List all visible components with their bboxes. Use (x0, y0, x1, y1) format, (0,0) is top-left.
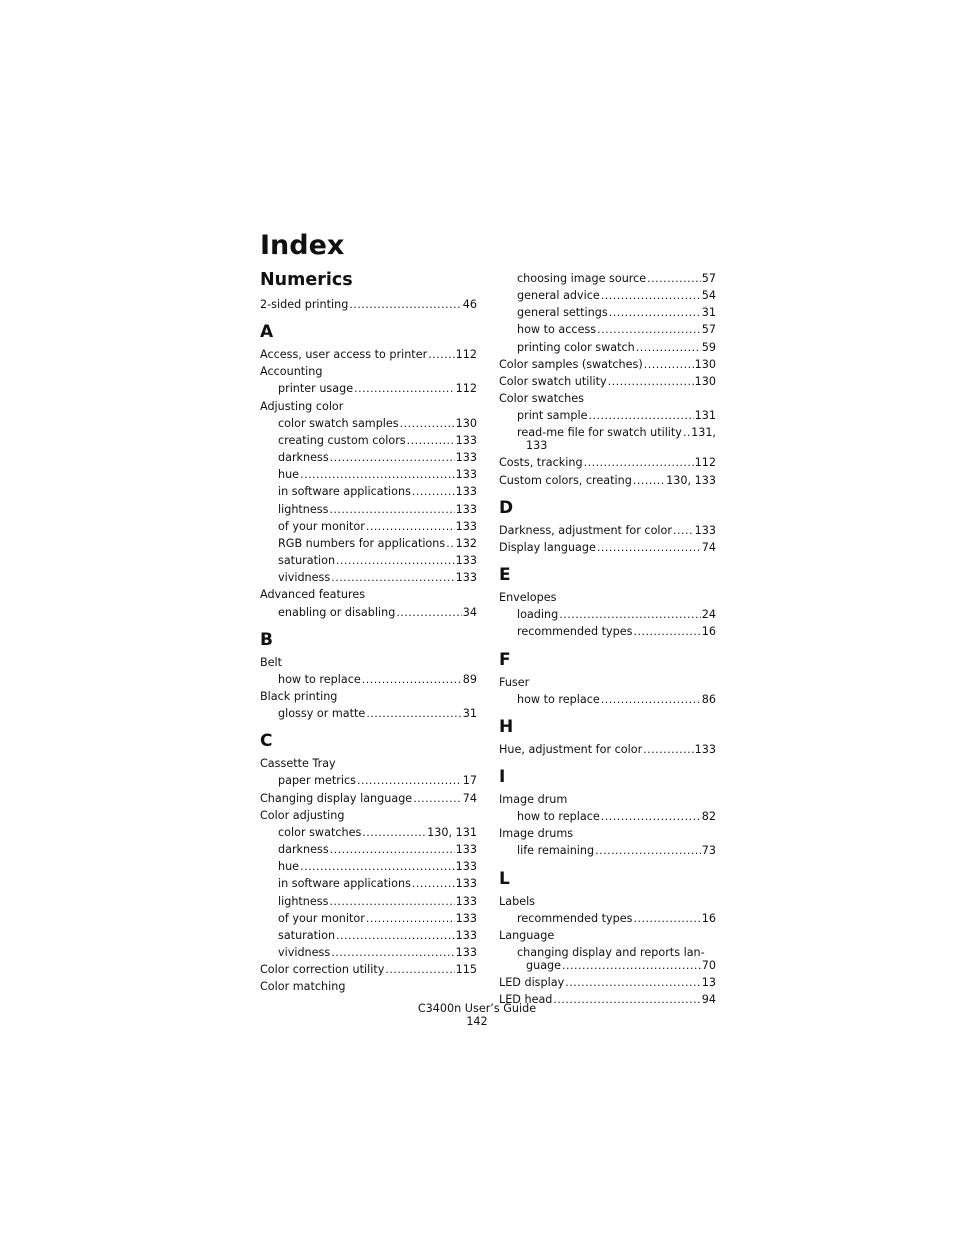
index-subentry (260, 483, 477, 500)
entry-text: Color adjusting (260, 808, 345, 822)
leader-dots (413, 790, 462, 807)
index-entry (499, 454, 716, 471)
footer-doc-title: C3400n User’s Guide (417, 1002, 537, 1015)
page-ref: 31 (701, 306, 716, 320)
index-entry (260, 296, 477, 313)
index-subentry (260, 927, 477, 944)
leader-dots (366, 705, 461, 722)
page-ref: 133 (455, 554, 477, 568)
index-subentry (260, 432, 477, 449)
index-entry (260, 961, 477, 978)
entry-text: of your monitor (278, 911, 365, 925)
entry-text: general advice (517, 289, 600, 303)
index-subentry (499, 606, 716, 623)
index-entry (499, 674, 716, 691)
index-subentry (260, 893, 477, 910)
index-subentry (260, 415, 477, 432)
leader-dots (601, 691, 701, 708)
page-ref: 54 (701, 289, 716, 303)
entry-text: vividness (278, 946, 331, 959)
page-ref: 132 (455, 536, 477, 550)
entry-text: recommended types (517, 625, 633, 639)
index-subentry (260, 772, 477, 789)
entry-text: Darkness, adjustment for color (499, 523, 672, 537)
page-ref: 70 (701, 959, 716, 973)
entry-text: saturation (278, 928, 336, 942)
index-section (260, 630, 477, 723)
page-ref: 133 (455, 451, 477, 465)
section-heading: E (499, 565, 511, 586)
index-subentry (260, 466, 477, 483)
index-section (499, 650, 716, 708)
leader-dots (633, 472, 665, 489)
page-ref: 130 (694, 374, 716, 388)
index-entry (499, 974, 716, 991)
page-ref: 74 (462, 791, 477, 805)
page-ref: 133 (455, 571, 477, 585)
leader-dots (636, 339, 701, 356)
page-ref: 130 (455, 416, 477, 430)
index-entry (499, 791, 716, 808)
entry-text: choosing image source (517, 272, 647, 285)
index-entry (499, 741, 716, 758)
leader-dots (428, 346, 454, 363)
page-ref: 112 (455, 348, 477, 362)
entry-text: lightness (278, 502, 329, 516)
entry-text: how to access (517, 323, 597, 337)
page-ref: 24 (701, 608, 716, 622)
index-section (499, 498, 716, 556)
page-ref: 131, (691, 426, 716, 440)
entry-text: glossy or matte (278, 707, 366, 721)
page-title: Index (260, 230, 345, 261)
index-subentry (499, 426, 716, 439)
entry-text: Custom colors, creating (499, 473, 632, 487)
index-subentry (499, 946, 716, 959)
index-subentry (260, 858, 477, 875)
index-subentry (260, 875, 477, 892)
page-ref: 133 (455, 860, 477, 874)
leader-dots (349, 296, 461, 313)
page-ref: 133 (455, 519, 477, 533)
entry-text: LED display (499, 976, 565, 990)
index-entry (499, 927, 716, 944)
leader-dots (597, 321, 701, 338)
page-ref: 31 (462, 707, 477, 721)
entry-text: Display language (499, 540, 596, 554)
index-subentry (260, 449, 477, 466)
entry-text: creating custom colors (278, 433, 406, 447)
continuation-text: guage (526, 959, 562, 973)
leader-dots (601, 808, 701, 825)
entry-text: RGB numbers for applications (278, 536, 446, 550)
index-entry (499, 825, 716, 842)
page-ref: 89 (462, 672, 477, 686)
leader-dots (673, 522, 694, 539)
index-entry (260, 586, 477, 603)
leader-dots (300, 466, 455, 483)
entry-text: Color correction utility (260, 963, 385, 977)
entry-text: Accounting (260, 365, 323, 379)
index-entry (260, 398, 477, 415)
page-ref: 130 (694, 357, 716, 371)
page-ref: 17 (462, 774, 477, 788)
index-entry (499, 390, 716, 407)
section-heading: L (499, 868, 510, 889)
entry-text: Labels (499, 894, 536, 908)
entry-text: in software applications (278, 485, 411, 499)
leader-dots (336, 927, 455, 944)
section-heading: B (260, 629, 273, 650)
index-subentry (260, 824, 477, 841)
leader-dots (385, 961, 454, 978)
entry-text: loading (517, 608, 559, 622)
leader-dots (400, 415, 455, 432)
index-section (499, 869, 716, 1009)
continuation-text: 133 (526, 439, 548, 453)
section-heading: F (499, 649, 511, 670)
leader-dots (412, 875, 455, 892)
index-subentry (499, 321, 716, 338)
leader-dots (643, 741, 693, 758)
index-entry (260, 688, 477, 705)
entry-text: in software applications (278, 877, 411, 891)
entry-text: Black printing (260, 689, 338, 703)
index-entry (260, 363, 477, 380)
index-subentry (260, 944, 477, 961)
index-subentry (499, 339, 716, 356)
index-section (260, 270, 477, 313)
leader-dots (633, 623, 700, 640)
leader-dots (562, 959, 701, 972)
leader-dots (647, 270, 701, 287)
index-subentry (260, 910, 477, 927)
footer-page-number: 142 (466, 1015, 488, 1028)
entry-text: enabling or disabling (278, 605, 396, 619)
index-subentry (260, 380, 477, 397)
page-ref: 133 (455, 433, 477, 447)
index-entry (499, 522, 716, 539)
index-entry (260, 654, 477, 671)
page-ref: 130, 133 (666, 473, 716, 487)
index-section (260, 322, 477, 621)
leader-dots (609, 304, 701, 321)
leader-dots (354, 380, 455, 397)
entry-text: 2-sided printing (260, 298, 349, 311)
leader-dots (366, 910, 455, 927)
index-subentry (499, 623, 716, 640)
section-heading: H (499, 716, 514, 737)
leader-dots (584, 454, 694, 471)
page-ref: 131 (694, 409, 716, 423)
entry-text: Cassette Tray (260, 757, 336, 771)
index-entry (499, 373, 716, 390)
page-ref: 94 (701, 993, 716, 1007)
index-entry (260, 978, 477, 995)
entry-text: darkness (278, 843, 329, 857)
page-ref: 16 (701, 625, 716, 639)
section-heading: A (260, 322, 274, 343)
leader-dots (633, 910, 700, 927)
index-column-right (499, 268, 716, 1008)
index-subentry (499, 304, 716, 321)
entry-text: LED head (499, 993, 553, 1007)
entry-text: recommended types (517, 911, 633, 925)
page-ref: 133 (455, 894, 477, 908)
entry-text: Color swatches (499, 392, 584, 406)
entry-text: lightness (278, 894, 329, 908)
entry-text: Adjusting color (260, 399, 344, 413)
page-ref: 13 (701, 976, 716, 990)
page-ref: 133 (455, 468, 477, 482)
entry-text: Changing display language (260, 791, 413, 805)
page-ref: 133 (455, 911, 477, 925)
leader-dots (644, 356, 694, 373)
index-section (499, 717, 716, 758)
page-ref: 112 (455, 382, 477, 396)
entry-text: Image drums (499, 827, 574, 841)
entry-text: Belt (260, 655, 283, 669)
index-entry (499, 589, 716, 606)
index-section (499, 270, 716, 489)
entry-text: Access, user access to printer (260, 348, 428, 362)
entry-text: Advanced features (260, 588, 366, 602)
entry-text: hue (278, 468, 300, 482)
index-subentry (260, 501, 477, 518)
entry-text: Costs, tracking (499, 456, 583, 470)
index-subentry (260, 535, 477, 552)
leader-dots (366, 518, 455, 535)
entry-text: life remaining (517, 844, 595, 858)
entry-text: saturation (278, 554, 336, 568)
page-ref: 16 (701, 911, 716, 925)
index-subentry (499, 407, 716, 424)
section-heading: I (499, 766, 506, 787)
leader-dots (362, 671, 462, 688)
page-ref: 133 (455, 928, 477, 942)
entry-text: how to replace (517, 692, 600, 706)
page-ref: 59 (701, 340, 716, 354)
index-subentry (499, 287, 716, 304)
entry-text: darkness (278, 451, 329, 465)
entry-text: print sample (517, 409, 588, 423)
index-entry (499, 539, 716, 556)
leader-dots (362, 824, 426, 841)
index-subentry (260, 841, 477, 858)
entry-text: Color swatch utility (499, 374, 607, 388)
page-ref: 57 (701, 272, 716, 285)
page-ref: 133 (694, 523, 716, 537)
entry-text: read-me file for swatch utility (517, 426, 682, 440)
page-ref: 133 (455, 946, 477, 959)
entry-text: general settings (517, 306, 608, 320)
index-section (499, 565, 716, 640)
entry-text: printing color swatch (517, 340, 635, 354)
index-entry (499, 893, 716, 910)
leader-dots (331, 944, 454, 961)
section-heading: D (499, 497, 514, 518)
leader-dots (559, 606, 701, 623)
entry-text: of your monitor (278, 519, 365, 533)
entry-text: how to replace (517, 810, 600, 824)
index-column-left (260, 268, 477, 995)
entry-text: Language (499, 928, 555, 942)
index-entry (260, 755, 477, 772)
entry-text: Hue, adjustment for color (499, 742, 643, 756)
index-entry (260, 790, 477, 807)
leader-dots (597, 539, 701, 556)
index-subentry (499, 808, 716, 825)
index-entry (499, 472, 716, 489)
entry-text: vividness (278, 571, 331, 585)
leader-dots (396, 604, 461, 621)
leader-dots (412, 483, 455, 500)
leader-dots (330, 841, 455, 858)
entry-text: paper metrics (278, 774, 356, 788)
page-ref: 34 (462, 605, 477, 619)
page-ref: 73 (701, 844, 716, 858)
index-subentry (499, 910, 716, 927)
leader-dots (608, 373, 694, 390)
page-ref: 133 (455, 843, 477, 857)
page-ref: 115 (455, 963, 477, 977)
page-ref: 86 (701, 692, 716, 706)
leader-dots (330, 449, 455, 466)
entry-text: printer usage (278, 382, 354, 396)
index-entry (499, 356, 716, 373)
entry-text: Fuser (499, 675, 530, 689)
leader-dots (357, 772, 462, 789)
page-ref: 133 (694, 742, 716, 756)
leader-dots (683, 426, 690, 439)
index-subentry (260, 518, 477, 535)
leader-dots (589, 407, 694, 424)
page-ref: 82 (701, 810, 716, 824)
page-footer (0, 1002, 954, 1028)
leader-dots (331, 569, 454, 586)
index-entry (260, 807, 477, 824)
leader-dots (329, 501, 454, 518)
entry-text: color swatch samples (278, 416, 399, 430)
index-subentry (499, 842, 716, 859)
entry-text: hue (278, 860, 300, 874)
leader-dots (300, 858, 455, 875)
entry-continuation (499, 959, 716, 972)
leader-dots (407, 432, 455, 449)
page-ref: 133 (455, 877, 477, 891)
leader-dots (601, 287, 701, 304)
index-section (260, 731, 477, 995)
leader-dots (329, 893, 454, 910)
index-subentry (499, 691, 716, 708)
entry-text: Envelopes (499, 591, 557, 605)
leader-dots (336, 552, 455, 569)
entry-text: color swatches (278, 825, 362, 839)
entry-text: Color matching (260, 980, 346, 994)
index-subentry (499, 270, 716, 287)
index-subentry (260, 569, 477, 586)
page-ref: 112 (694, 456, 716, 470)
index-entry (260, 346, 477, 363)
index-subentry (260, 705, 477, 722)
entry-text: Image drum (499, 792, 568, 806)
page-ref: 46 (462, 298, 477, 311)
entry-continuation (499, 439, 716, 452)
index-section (499, 767, 716, 860)
index-subentry (260, 671, 477, 688)
section-heading: Numerics (260, 270, 353, 290)
leader-dots (595, 842, 701, 859)
section-heading: C (260, 731, 273, 752)
entry-text: changing display and reports lan- (517, 946, 705, 960)
page-ref: 74 (701, 540, 716, 554)
leader-dots (565, 974, 701, 991)
leader-dots (446, 535, 454, 552)
page-ref: 133 (455, 502, 477, 516)
index-subentry (260, 604, 477, 621)
entry-text: how to replace (278, 672, 361, 686)
entry-text: Color samples (swatches) (499, 357, 643, 371)
page-ref: 133 (455, 485, 477, 499)
page-ref: 57 (701, 323, 716, 337)
index-subentry (260, 552, 477, 569)
page-ref: 130, 131 (427, 825, 477, 839)
